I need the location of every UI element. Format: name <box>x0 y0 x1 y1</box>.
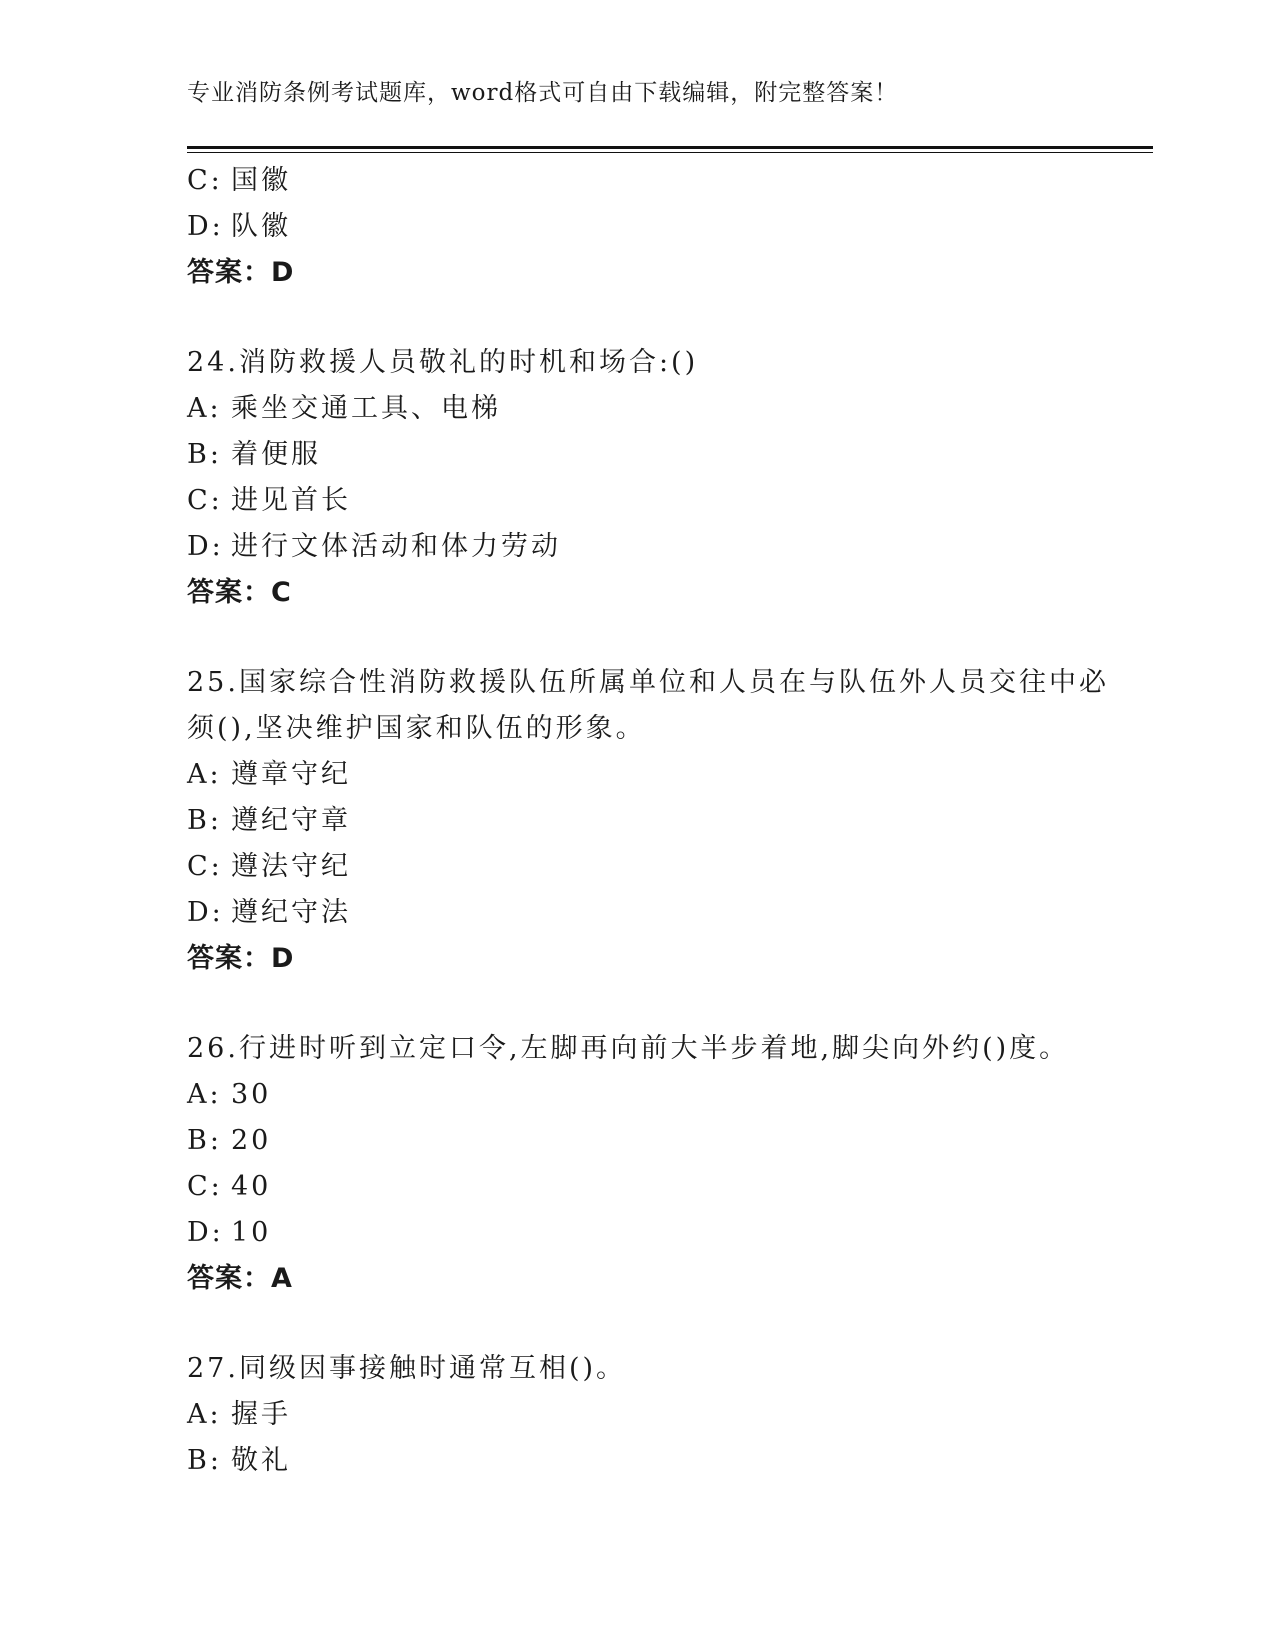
option-text: 着便服 <box>231 439 321 470</box>
option-label: A: <box>187 1079 222 1110</box>
option-label: C: <box>187 851 223 882</box>
option-label: D: <box>187 211 224 242</box>
option-label: A: <box>187 759 222 790</box>
option-d <box>187 204 1087 250</box>
answer-line: 答案：D <box>187 943 295 974</box>
option-text: 队徽 <box>231 211 291 242</box>
option-d <box>187 524 1087 570</box>
option-text: 20 <box>231 1125 272 1156</box>
option-c <box>187 158 1087 204</box>
option-text: 握手 <box>231 1399 291 1430</box>
option-d <box>187 1210 1087 1256</box>
option-text: 进行文体活动和体力劳动 <box>231 531 561 562</box>
option-text: 遵法守纪 <box>231 851 351 882</box>
option-text: 国徽 <box>231 165 291 196</box>
option-label: C: <box>187 485 223 516</box>
answer-line: 答案：A <box>187 1263 293 1294</box>
option-b <box>187 432 1087 478</box>
page-header: 专业消防条例考试题库，word格式可自由下载编辑，附完整答案！ <box>187 80 899 106</box>
question-stem: 27.同级因事接触时通常互相()。 <box>187 1353 627 1384</box>
option-text: 40 <box>231 1171 272 1202</box>
option-c <box>187 478 1087 524</box>
option-label: C: <box>187 1171 223 1202</box>
option-label: B: <box>187 805 222 836</box>
option-label: B: <box>187 1445 222 1476</box>
option-b <box>187 798 1087 844</box>
option-c <box>187 844 1087 890</box>
question-stem: 24.消防救援人员敬礼的时机和场合:() <box>187 347 699 378</box>
option-text: 遵纪守章 <box>231 805 351 836</box>
option-label: A: <box>187 1399 222 1430</box>
option-text: 敬礼 <box>231 1445 291 1476</box>
option-a <box>187 1392 1087 1438</box>
option-label: B: <box>187 439 222 470</box>
option-text: 30 <box>231 1079 272 1110</box>
option-d <box>187 890 1087 936</box>
option-text: 遵章守纪 <box>231 759 351 790</box>
option-a <box>187 386 1087 432</box>
question-stem: 26.行进时听到立定口令,左脚再向前大半步着地,脚尖向外约()度。 <box>187 1033 1070 1064</box>
option-c <box>187 1164 1087 1210</box>
option-text: 遵纪守法 <box>231 897 351 928</box>
answer-line: 答案：D <box>187 257 295 288</box>
option-label: D: <box>187 1217 224 1248</box>
option-a <box>187 752 1087 798</box>
option-a <box>187 1072 1087 1118</box>
option-label: D: <box>187 531 224 562</box>
option-label: C: <box>187 165 223 196</box>
option-text: 乘坐交通工具、电梯 <box>231 393 501 424</box>
option-b <box>187 1438 1087 1484</box>
option-text: 10 <box>231 1217 272 1248</box>
answer-line: 答案：C <box>187 577 292 608</box>
question-list <box>187 158 1109 1484</box>
header-rule-thick <box>187 146 1153 149</box>
question-stem-continued: 须(),坚决维护国家和队伍的形象。 <box>187 713 646 744</box>
option-b <box>187 1118 1087 1164</box>
option-label: B: <box>187 1125 222 1156</box>
option-text: 进见首长 <box>231 485 351 516</box>
option-label: A: <box>187 393 222 424</box>
question-stem: 25.国家综合性消防救援队伍所属单位和人员在与队伍外人员交往中必 <box>187 667 1109 698</box>
header-rule-thin <box>187 152 1153 153</box>
option-label: D: <box>187 897 224 928</box>
